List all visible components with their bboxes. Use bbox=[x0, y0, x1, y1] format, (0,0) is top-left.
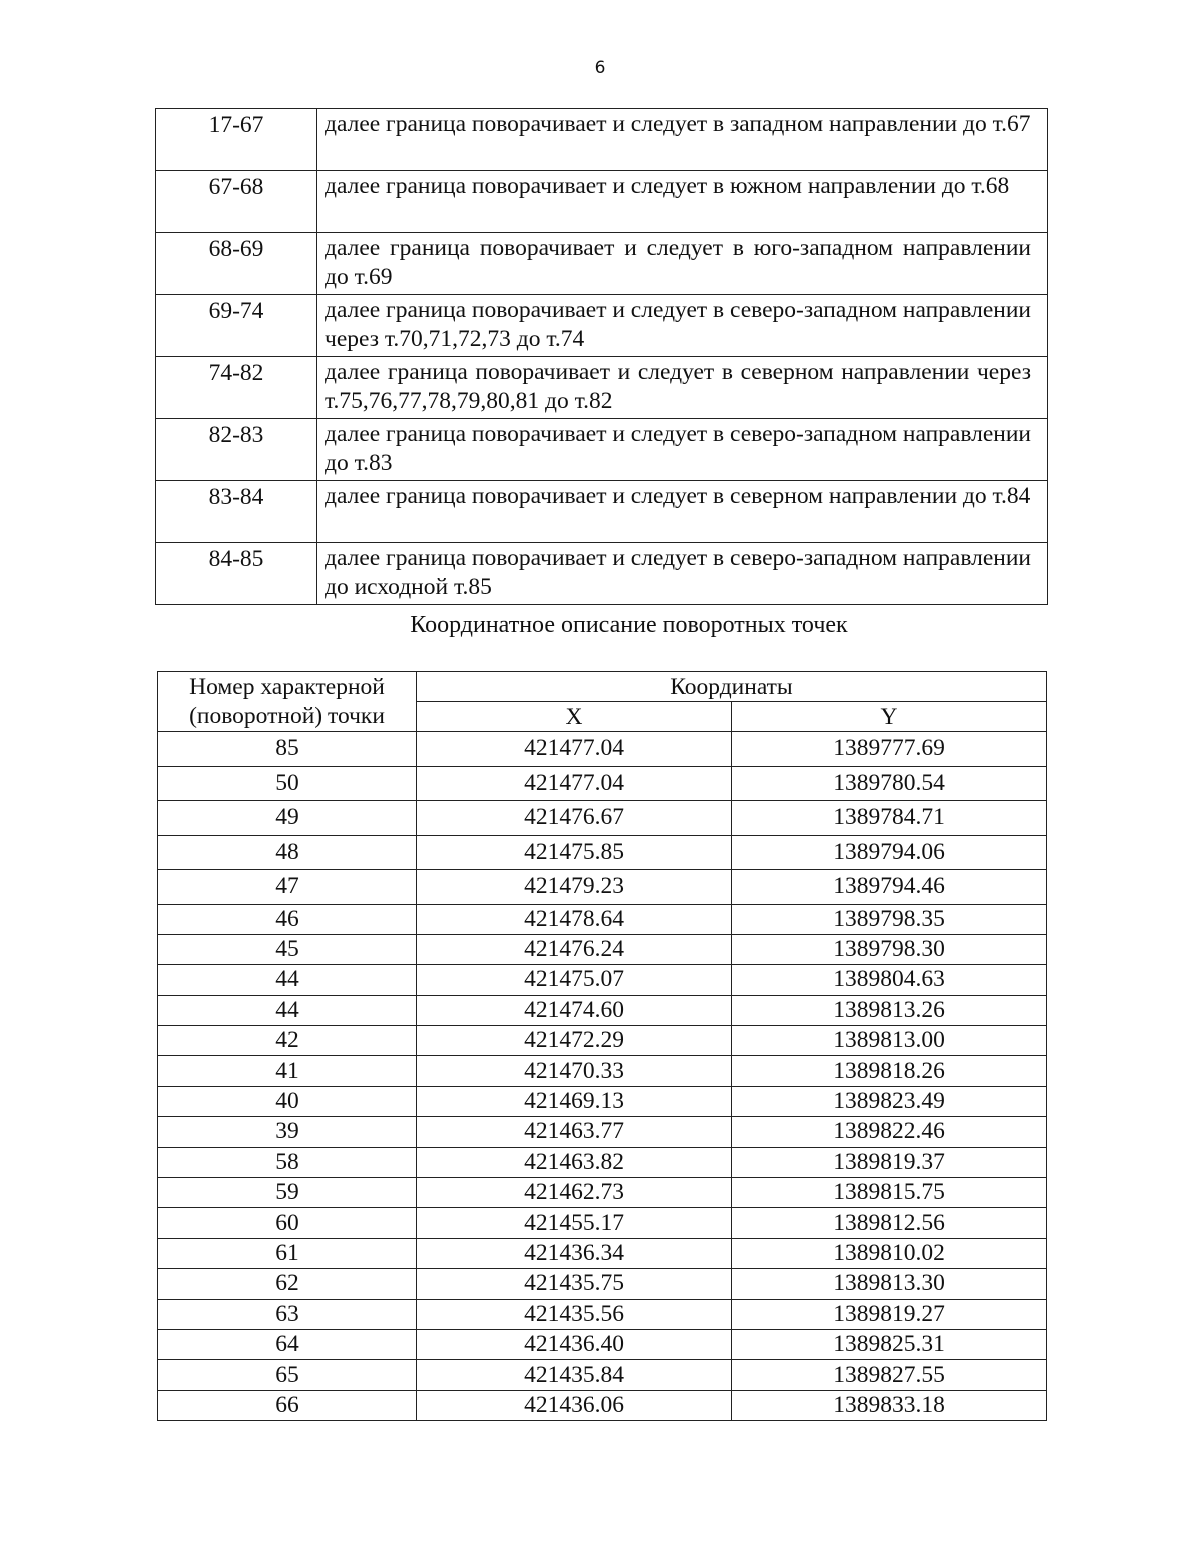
y-coordinate-cell: 1389823.49 bbox=[732, 1086, 1047, 1116]
header-x: X bbox=[417, 702, 732, 732]
header-y: Y bbox=[732, 702, 1047, 732]
x-coordinate-cell: 421478.64 bbox=[417, 904, 732, 934]
coordinates-row bbox=[158, 934, 1047, 964]
x-coordinate-cell: 421435.56 bbox=[417, 1299, 732, 1329]
point-number-cell: 49 bbox=[158, 801, 417, 836]
y-coordinate-cell: 1389815.75 bbox=[732, 1178, 1047, 1208]
point-number-cell: 60 bbox=[158, 1208, 417, 1238]
point-number-cell: 47 bbox=[158, 870, 417, 905]
point-number-cell: 59 bbox=[158, 1178, 417, 1208]
boundary-segment: 84-85 bbox=[156, 543, 317, 605]
coordinates-row bbox=[158, 995, 1047, 1025]
coordinates-table-header bbox=[158, 672, 1047, 732]
x-coordinate-cell: 421462.73 bbox=[417, 1178, 732, 1208]
boundary-segment: 82-83 bbox=[156, 419, 317, 481]
x-coordinate-cell: 421463.82 bbox=[417, 1147, 732, 1177]
x-coordinate-cell: 421436.06 bbox=[417, 1390, 732, 1420]
y-coordinate-cell: 1389818.26 bbox=[732, 1056, 1047, 1086]
boundary-segment: 69-74 bbox=[156, 295, 317, 357]
coordinates-row bbox=[158, 732, 1047, 767]
x-coordinate-cell: 421475.85 bbox=[417, 835, 732, 870]
boundary-row bbox=[156, 109, 1048, 171]
coordinates-table bbox=[157, 671, 1047, 1421]
x-coordinate-cell: 421436.40 bbox=[417, 1329, 732, 1359]
coordinates-row bbox=[158, 1360, 1047, 1390]
header-coordinates: Координаты bbox=[417, 672, 1047, 702]
coordinates-row bbox=[158, 870, 1047, 905]
point-number-cell: 85 bbox=[158, 732, 417, 767]
coordinates-row bbox=[158, 1390, 1047, 1420]
x-coordinate-cell: 421475.07 bbox=[417, 965, 732, 995]
page-number: 6 bbox=[594, 58, 606, 78]
point-number-cell: 45 bbox=[158, 934, 417, 964]
x-coordinate-cell: 421435.75 bbox=[417, 1269, 732, 1299]
y-coordinate-cell: 1389813.26 bbox=[732, 995, 1047, 1025]
point-number-cell: 48 bbox=[158, 835, 417, 870]
boundary-segment: 83-84 bbox=[156, 481, 317, 543]
boundary-description: далее граница поворачивает и следует в северном направлении до т.84 bbox=[317, 481, 1048, 543]
x-coordinate-cell: 421477.04 bbox=[417, 766, 732, 801]
x-coordinate-cell: 421472.29 bbox=[417, 1026, 732, 1056]
boundary-description: далее граница поворачивает и следует в северо-западном направлении до т.83 bbox=[317, 419, 1048, 481]
point-number-cell: 46 bbox=[158, 904, 417, 934]
coordinates-row bbox=[158, 904, 1047, 934]
y-coordinate-cell: 1389813.00 bbox=[732, 1026, 1047, 1056]
point-number-cell: 44 bbox=[158, 965, 417, 995]
y-coordinate-cell: 1389833.18 bbox=[732, 1390, 1047, 1420]
boundary-row bbox=[156, 171, 1048, 233]
boundary-row bbox=[156, 481, 1048, 543]
coordinates-row bbox=[158, 965, 1047, 995]
point-number-cell: 64 bbox=[158, 1329, 417, 1359]
coordinates-row bbox=[158, 1329, 1047, 1359]
boundary-row bbox=[156, 233, 1048, 295]
coordinates-row bbox=[158, 1178, 1047, 1208]
x-coordinate-cell: 421469.13 bbox=[417, 1086, 732, 1116]
coordinates-row bbox=[158, 1147, 1047, 1177]
boundary-description: далее граница поворачивает и следует в западном направлении до т.67 bbox=[317, 109, 1048, 171]
coordinates-row bbox=[158, 766, 1047, 801]
y-coordinate-cell: 1389798.30 bbox=[732, 934, 1047, 964]
point-number-cell: 58 bbox=[158, 1147, 417, 1177]
y-coordinate-cell: 1389794.46 bbox=[732, 870, 1047, 905]
header-point-number: Номер характерной (поворотной) точки bbox=[158, 672, 417, 732]
coordinates-row bbox=[158, 1056, 1047, 1086]
x-coordinate-cell: 421479.23 bbox=[417, 870, 732, 905]
x-coordinate-cell: 421470.33 bbox=[417, 1056, 732, 1086]
y-coordinate-cell: 1389819.27 bbox=[732, 1299, 1047, 1329]
y-coordinate-cell: 1389794.06 bbox=[732, 835, 1047, 870]
x-coordinate-cell: 421436.34 bbox=[417, 1238, 732, 1268]
x-coordinate-cell: 421476.67 bbox=[417, 801, 732, 836]
coordinates-row bbox=[158, 1086, 1047, 1116]
boundary-row bbox=[156, 295, 1048, 357]
x-coordinate-cell: 421477.04 bbox=[417, 732, 732, 767]
boundary-row bbox=[156, 543, 1048, 605]
coordinates-row bbox=[158, 1026, 1047, 1056]
y-coordinate-cell: 1389822.46 bbox=[732, 1117, 1047, 1147]
header-row-top bbox=[158, 672, 1047, 702]
y-coordinate-cell: 1389810.02 bbox=[732, 1238, 1047, 1268]
point-number-cell: 39 bbox=[158, 1117, 417, 1147]
y-coordinate-cell: 1389819.37 bbox=[732, 1147, 1047, 1177]
boundary-description-table bbox=[155, 108, 1048, 605]
y-coordinate-cell: 1389798.35 bbox=[732, 904, 1047, 934]
coordinates-row bbox=[158, 1117, 1047, 1147]
point-number-cell: 61 bbox=[158, 1238, 417, 1268]
boundary-description: далее граница поворачивает и следует в северо-западном направлении через т.70,71,72,73 до т.74 bbox=[317, 295, 1048, 357]
coordinates-row bbox=[158, 801, 1047, 836]
point-number-cell: 41 bbox=[158, 1056, 417, 1086]
x-coordinate-cell: 421463.77 bbox=[417, 1117, 732, 1147]
point-number-cell: 50 bbox=[158, 766, 417, 801]
coordinates-row bbox=[158, 1269, 1047, 1299]
y-coordinate-cell: 1389825.31 bbox=[732, 1329, 1047, 1359]
y-coordinate-cell: 1389777.69 bbox=[732, 732, 1047, 767]
point-number-cell: 40 bbox=[158, 1086, 417, 1116]
boundary-segment: 17-67 bbox=[156, 109, 317, 171]
y-coordinate-cell: 1389812.56 bbox=[732, 1208, 1047, 1238]
y-coordinate-cell: 1389780.54 bbox=[732, 766, 1047, 801]
point-number-cell: 42 bbox=[158, 1026, 417, 1056]
coordinates-row bbox=[158, 1299, 1047, 1329]
point-number-cell: 44 bbox=[158, 995, 417, 1025]
boundary-description: далее граница поворачивает и следует в северном направлении через т.75,76,77,78,79,80,81 до т.82 bbox=[317, 357, 1048, 419]
y-coordinate-cell: 1389784.71 bbox=[732, 801, 1047, 836]
point-number-cell: 63 bbox=[158, 1299, 417, 1329]
y-coordinate-cell: 1389804.63 bbox=[732, 965, 1047, 995]
boundary-description: далее граница поворачивает и следует в юго-западном направлении до т.69 bbox=[317, 233, 1048, 295]
boundary-segment: 74-82 bbox=[156, 357, 317, 419]
coordinates-row bbox=[158, 835, 1047, 870]
boundary-table-body bbox=[156, 109, 1048, 605]
point-number-cell: 65 bbox=[158, 1360, 417, 1390]
boundary-description: далее граница поворачивает и следует в южном направлении до т.68 bbox=[317, 171, 1048, 233]
point-number-cell: 62 bbox=[158, 1269, 417, 1299]
coordinates-row bbox=[158, 1238, 1047, 1268]
boundary-row bbox=[156, 357, 1048, 419]
coords-section-title: Координатное описание поворотных точек bbox=[410, 612, 848, 638]
boundary-segment: 68-69 bbox=[156, 233, 317, 295]
y-coordinate-cell: 1389827.55 bbox=[732, 1360, 1047, 1390]
boundary-row bbox=[156, 419, 1048, 481]
y-coordinate-cell: 1389813.30 bbox=[732, 1269, 1047, 1299]
boundary-description: далее граница поворачивает и следует в северо-западном направлении до исходной т.85 bbox=[317, 543, 1048, 605]
x-coordinate-cell: 421476.24 bbox=[417, 934, 732, 964]
coordinates-table-body bbox=[158, 732, 1047, 1421]
coordinates-row bbox=[158, 1208, 1047, 1238]
point-number-cell: 66 bbox=[158, 1390, 417, 1420]
x-coordinate-cell: 421435.84 bbox=[417, 1360, 732, 1390]
x-coordinate-cell: 421474.60 bbox=[417, 995, 732, 1025]
boundary-segment: 67-68 bbox=[156, 171, 317, 233]
x-coordinate-cell: 421455.17 bbox=[417, 1208, 732, 1238]
